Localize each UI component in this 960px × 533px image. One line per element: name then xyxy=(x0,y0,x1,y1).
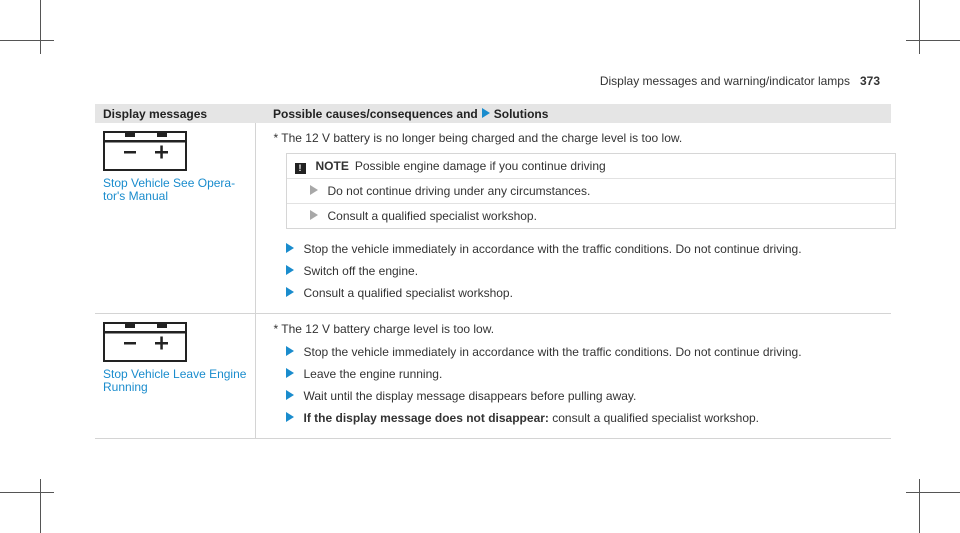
step-arrow-icon xyxy=(286,346,294,356)
step-arrow-icon xyxy=(286,287,294,297)
solutions-cell xyxy=(255,314,891,439)
solution-step: If the display message does not disappear: consult a qualified specialist workshop. xyxy=(286,410,882,426)
crop-mark xyxy=(919,479,920,533)
page-number: 373 xyxy=(859,74,880,88)
solution-step: Stop the vehicle immediately in accordance with the traffic conditions. Do not continue driving. xyxy=(286,241,882,257)
header-display-messages: Display messages xyxy=(95,104,255,123)
step-arrow-icon xyxy=(286,368,294,378)
crop-mark xyxy=(919,0,920,54)
crop-mark xyxy=(906,492,960,493)
step-arrow-icon xyxy=(310,210,318,220)
note-text: Possible engine damage if you continue driving xyxy=(354,159,606,173)
display-messages-table xyxy=(95,104,891,439)
step-arrow-icon xyxy=(286,265,294,275)
crop-mark xyxy=(0,492,54,493)
solutions-cell xyxy=(255,123,891,314)
table-row xyxy=(95,123,891,314)
battery-icon xyxy=(103,131,187,171)
step-arrow-icon xyxy=(286,412,294,422)
note-header xyxy=(287,154,895,179)
message-cell xyxy=(95,314,255,439)
message-name: Stop Vehicle Leave Engine Running xyxy=(103,367,247,394)
header-causes-solutions: Possible causes/consequences and Solutions xyxy=(255,104,891,123)
message-name: Stop Vehicle See Opera-tor's Manual xyxy=(103,176,236,203)
solution-step: Switch off the engine. xyxy=(286,263,882,279)
running-head-title: Display messages and warning/indicator lamps xyxy=(599,74,850,88)
note-step: Do not continue driving under any circumstances. xyxy=(287,179,895,204)
message-cell xyxy=(95,123,255,314)
table-header-row xyxy=(95,104,891,123)
crop-mark xyxy=(0,40,54,41)
solution-step: Leave the engine running. xyxy=(286,366,882,382)
crop-mark xyxy=(40,479,41,533)
solution-step: Stop the vehicle immediately in accordance with the traffic conditions. Do not continue driving. xyxy=(286,344,882,360)
table-row xyxy=(95,314,891,439)
note-title: NOTE xyxy=(315,159,349,173)
battery-icon xyxy=(103,322,187,362)
solution-step: Wait until the display message disappears before pulling away. xyxy=(286,388,882,404)
crop-mark xyxy=(40,0,41,54)
step-arrow-icon xyxy=(310,185,318,195)
note-step: Consult a qualified specialist workshop. xyxy=(287,204,895,228)
solution-step: Consult a qualified specialist workshop. xyxy=(286,285,882,301)
warning-icon: ! xyxy=(295,163,306,174)
solution-arrow-icon xyxy=(482,108,490,118)
step-arrow-icon xyxy=(286,390,294,400)
note-box xyxy=(286,153,896,229)
cause-text: * The 12 V battery is no longer being charged and the charge level is too low. xyxy=(273,131,683,145)
step-arrow-icon xyxy=(286,243,294,253)
running-head xyxy=(600,74,880,88)
cause-text: * The 12 V battery charge level is too low. xyxy=(273,322,495,336)
crop-mark xyxy=(906,40,960,41)
